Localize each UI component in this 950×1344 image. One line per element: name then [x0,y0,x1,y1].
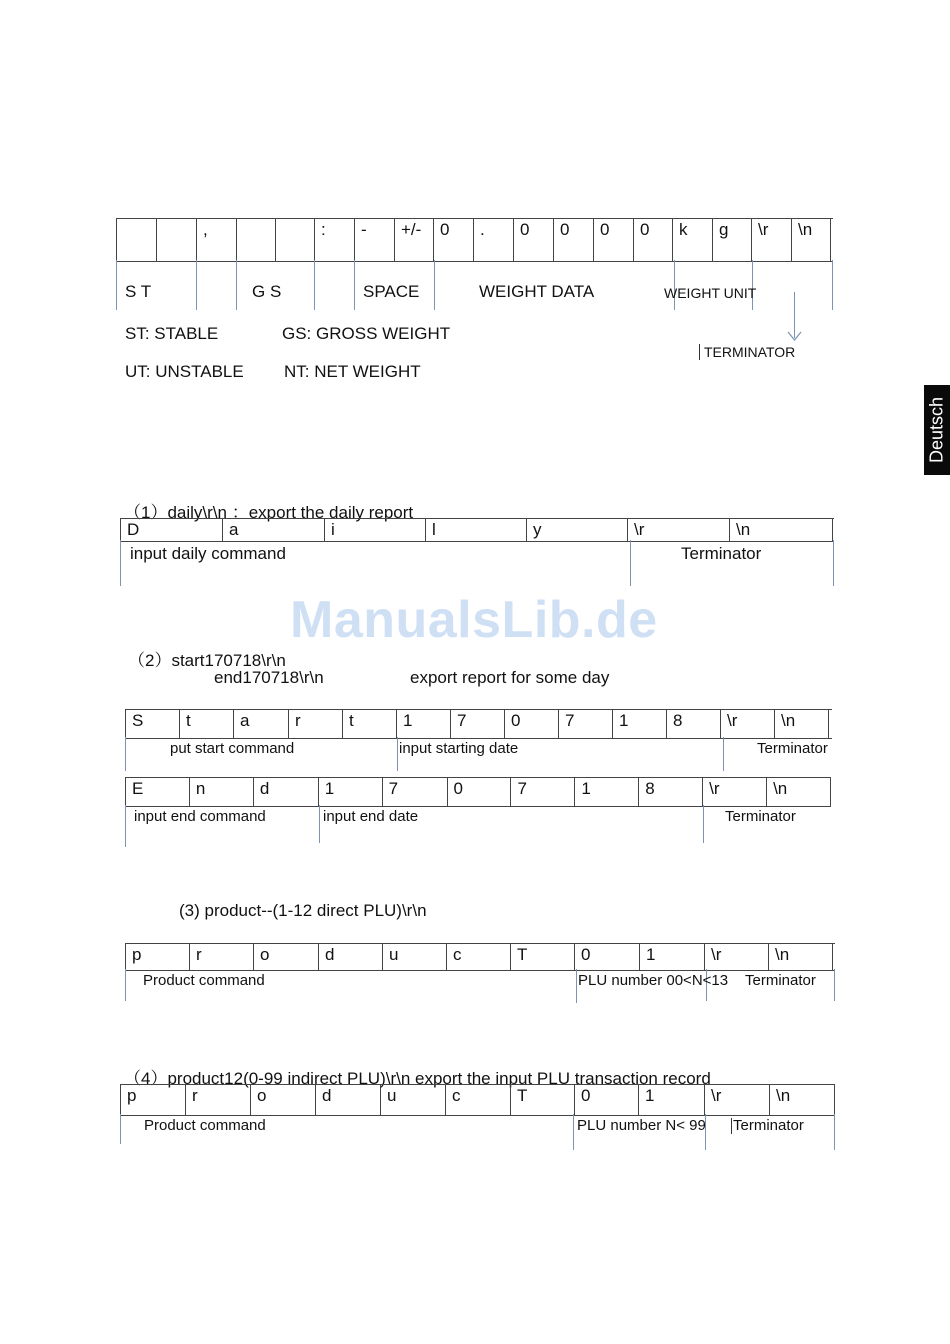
label-weight-unit: WEIGHT UNIT [664,285,757,301]
table-cell [713,219,752,261]
cell-char: \r [709,779,720,798]
table-cell [511,944,575,970]
table-cell [126,944,190,970]
table-cell [527,519,628,541]
cell-char: u [387,1086,397,1105]
cell-char: o [257,1086,267,1105]
cell-char: T [517,1086,528,1105]
cell-char: i [331,520,335,539]
cell-char: \n [776,1086,791,1105]
cell-char: a [229,520,239,539]
cell-char: 0 [520,220,530,239]
cell-char: , [203,220,208,239]
cell-char: \n [736,520,751,539]
cmd3-heading: (3) product--(1-12 direct PLU)\r\n [179,901,427,920]
legend-nt: NT: NET WEIGHT [284,362,421,381]
table-cell [730,519,833,541]
table-cell [117,219,157,261]
cmd2-heading-note: export report for some day [410,668,610,687]
cell-char: D [127,520,140,539]
cell-char: 0 [511,711,521,730]
table-cell [325,519,426,541]
table-cell [319,944,383,970]
weight-frame-table [116,218,833,262]
label-st: S T [125,282,152,301]
table-cell [190,944,254,970]
table-cell [575,778,639,806]
cmd2-start-label-term: Terminator [757,740,828,757]
cell-char: a [240,711,250,730]
table-cell [121,519,223,541]
cell-char: T [517,945,528,964]
cell-char: c [453,945,462,964]
table-cell [126,778,190,806]
cmd4-heading: （4）product12(0-99 indirect PLU)\r\n export the input PLU transaction record [124,1069,711,1088]
table-cell [448,778,512,806]
table-cell [451,710,505,738]
cell-char: \r [634,520,645,539]
table-cell [511,778,575,806]
cell-char: c [452,1086,461,1105]
cell-char: 0 [581,945,591,964]
table-cell [355,219,395,261]
cmd2-end-table [125,777,831,807]
cell-char: 1 [645,1086,655,1105]
table-cell [223,519,325,541]
table-cell [514,219,554,261]
cell-char: d [322,1086,332,1105]
label-gs: G S [252,282,282,301]
table-cell [234,710,289,738]
table-cell [383,944,447,970]
language-tab[interactable] [924,385,950,475]
cmd4-table [120,1084,835,1116]
table-cell [251,1085,316,1115]
cell-char: t [186,711,191,730]
table-cell [446,1085,511,1115]
language-tab-label: Deutsch [926,396,947,464]
cmd2-start-label-cmd: put start command [170,740,295,757]
cell-char: 0 [560,220,570,239]
cell-char: r [295,711,301,730]
cell-char: 0 [440,220,450,239]
table-cell [237,219,276,261]
table-cell [628,519,730,541]
cell-char: u [389,945,399,964]
cell-char: o [260,945,270,964]
table-cell [667,710,721,738]
cell-char: +/- [401,220,422,239]
cell-char: S [132,711,144,730]
table-cell [276,219,315,261]
table-cell [197,219,237,261]
cell-char: E [132,779,144,798]
cell-char: 7 [457,711,467,730]
cmd3-table [125,943,835,971]
cmd4-label-cmd: Product command [144,1117,266,1134]
table-cell [190,778,254,806]
cell-char: d [259,779,270,798]
table-cell [315,219,355,261]
table-cell [395,219,434,261]
cmd1-table [120,518,834,542]
cmd4-label-plu: PLU number N< 99 [577,1117,706,1134]
table-cell [157,219,197,261]
cell-char: : [321,220,326,239]
label-space: SPACE [363,282,420,301]
cell-char: 0 [581,1086,591,1105]
cell-char: g [719,220,729,239]
table-cell [186,1085,251,1115]
table-cell [559,710,613,738]
cmd2-end-label-term: Terminator [725,808,796,825]
cmd3-label-cmd: Product command [143,972,265,989]
table-cell [575,1085,639,1115]
cell-char: \r [711,945,722,964]
cell-char: k [679,220,688,239]
table-cell [126,710,180,738]
cell-char: \r [711,1086,722,1105]
table-cell [769,944,833,970]
cell-char: 7 [517,779,527,798]
watermark: ManualsLib.de [290,591,658,649]
table-cell [383,778,448,806]
cmd2-heading-line1: （2）start170718\r\n [128,651,286,670]
table-cell [752,219,792,261]
table-cell [381,1085,446,1115]
table-cell [705,1085,770,1115]
cell-char: \n [798,220,813,239]
cell-char: 0 [453,779,463,798]
cell-char: - [361,220,367,239]
cmd2-end-label-cmd: input end command [134,808,266,825]
cell-char: d [325,945,335,964]
cell-char: t [349,711,354,730]
table-cell [316,1085,381,1115]
legend-gs: GS: GROSS WEIGHT [282,324,451,343]
cell-char: r [196,945,202,964]
table-cell [289,710,343,738]
table-cell [121,1085,186,1115]
arrow-down-icon [786,330,803,342]
cell-char: 1 [646,945,656,964]
cell-char: \n [775,945,790,964]
table-cell [705,944,769,970]
table-cell [613,710,667,738]
table-cell [434,219,474,261]
cell-char: 7 [388,779,399,798]
cell-char: \n [781,711,796,730]
cell-char: p [132,945,142,964]
table-cell [254,778,319,806]
table-cell [767,778,831,806]
cell-char: 1 [581,779,591,798]
cmd2-heading-line2: end170718\r\n [214,668,324,687]
table-cell [639,1085,705,1115]
table-cell [254,944,319,970]
table-cell [640,944,705,970]
cell-char: \r [727,711,738,730]
cell-char: y [533,520,542,539]
table-cell [703,778,767,806]
cmd4-label-term: Terminator [733,1117,804,1134]
cmd1-label-terminator: Terminator [681,544,762,563]
cmd3-label-plu: PLU number 00<N<13 [578,972,729,989]
cell-char: 8 [645,779,655,798]
cell-char: 0 [640,220,650,239]
table-cell [634,219,673,261]
table-cell [792,219,831,261]
table-cell [474,219,514,261]
cell-char: l [432,520,436,539]
table-cell [319,778,383,806]
legend-st: ST: STABLE [125,324,219,343]
cmd2-end-label-date: input end date [323,808,419,825]
cell-char: r [192,1086,198,1105]
table-cell [673,219,713,261]
label-weight-data: WEIGHT DATA [479,282,595,301]
cmd2-start-table [125,709,832,739]
table-cell [426,519,527,541]
table-cell [180,710,234,738]
cell-char: . [480,220,485,239]
table-cell [594,219,634,261]
legend-ut: UT: UNSTABLE [125,362,244,381]
table-cell [639,778,703,806]
cmd2-start-label-date: input starting date [399,740,519,757]
cell-char: p [127,1086,137,1105]
table-cell [770,1085,835,1115]
cell-char: n [195,779,206,798]
cmd1-heading: （1）daily\r\n ：export the daily report [124,503,414,522]
table-cell [343,710,397,738]
table-cell [511,1085,575,1115]
cell-char: \n [773,779,788,798]
cell-char: 1 [619,711,629,730]
table-cell [505,710,559,738]
label-terminator: TERMINATOR [704,344,796,360]
cell-char: 1 [403,711,413,730]
cell-char: 1 [324,779,335,798]
table-cell [447,944,511,970]
table-cell [775,710,829,738]
cell-char: \r [758,220,769,239]
table-cell [554,219,594,261]
cmd1-label-input: input daily command [130,544,286,563]
table-cell [575,944,640,970]
cmd3-label-term: Terminator [745,972,816,989]
cell-char: 0 [600,220,610,239]
table-cell [721,710,775,738]
cell-char: 7 [565,711,575,730]
table-cell [397,710,451,738]
cell-char: 8 [673,711,683,730]
